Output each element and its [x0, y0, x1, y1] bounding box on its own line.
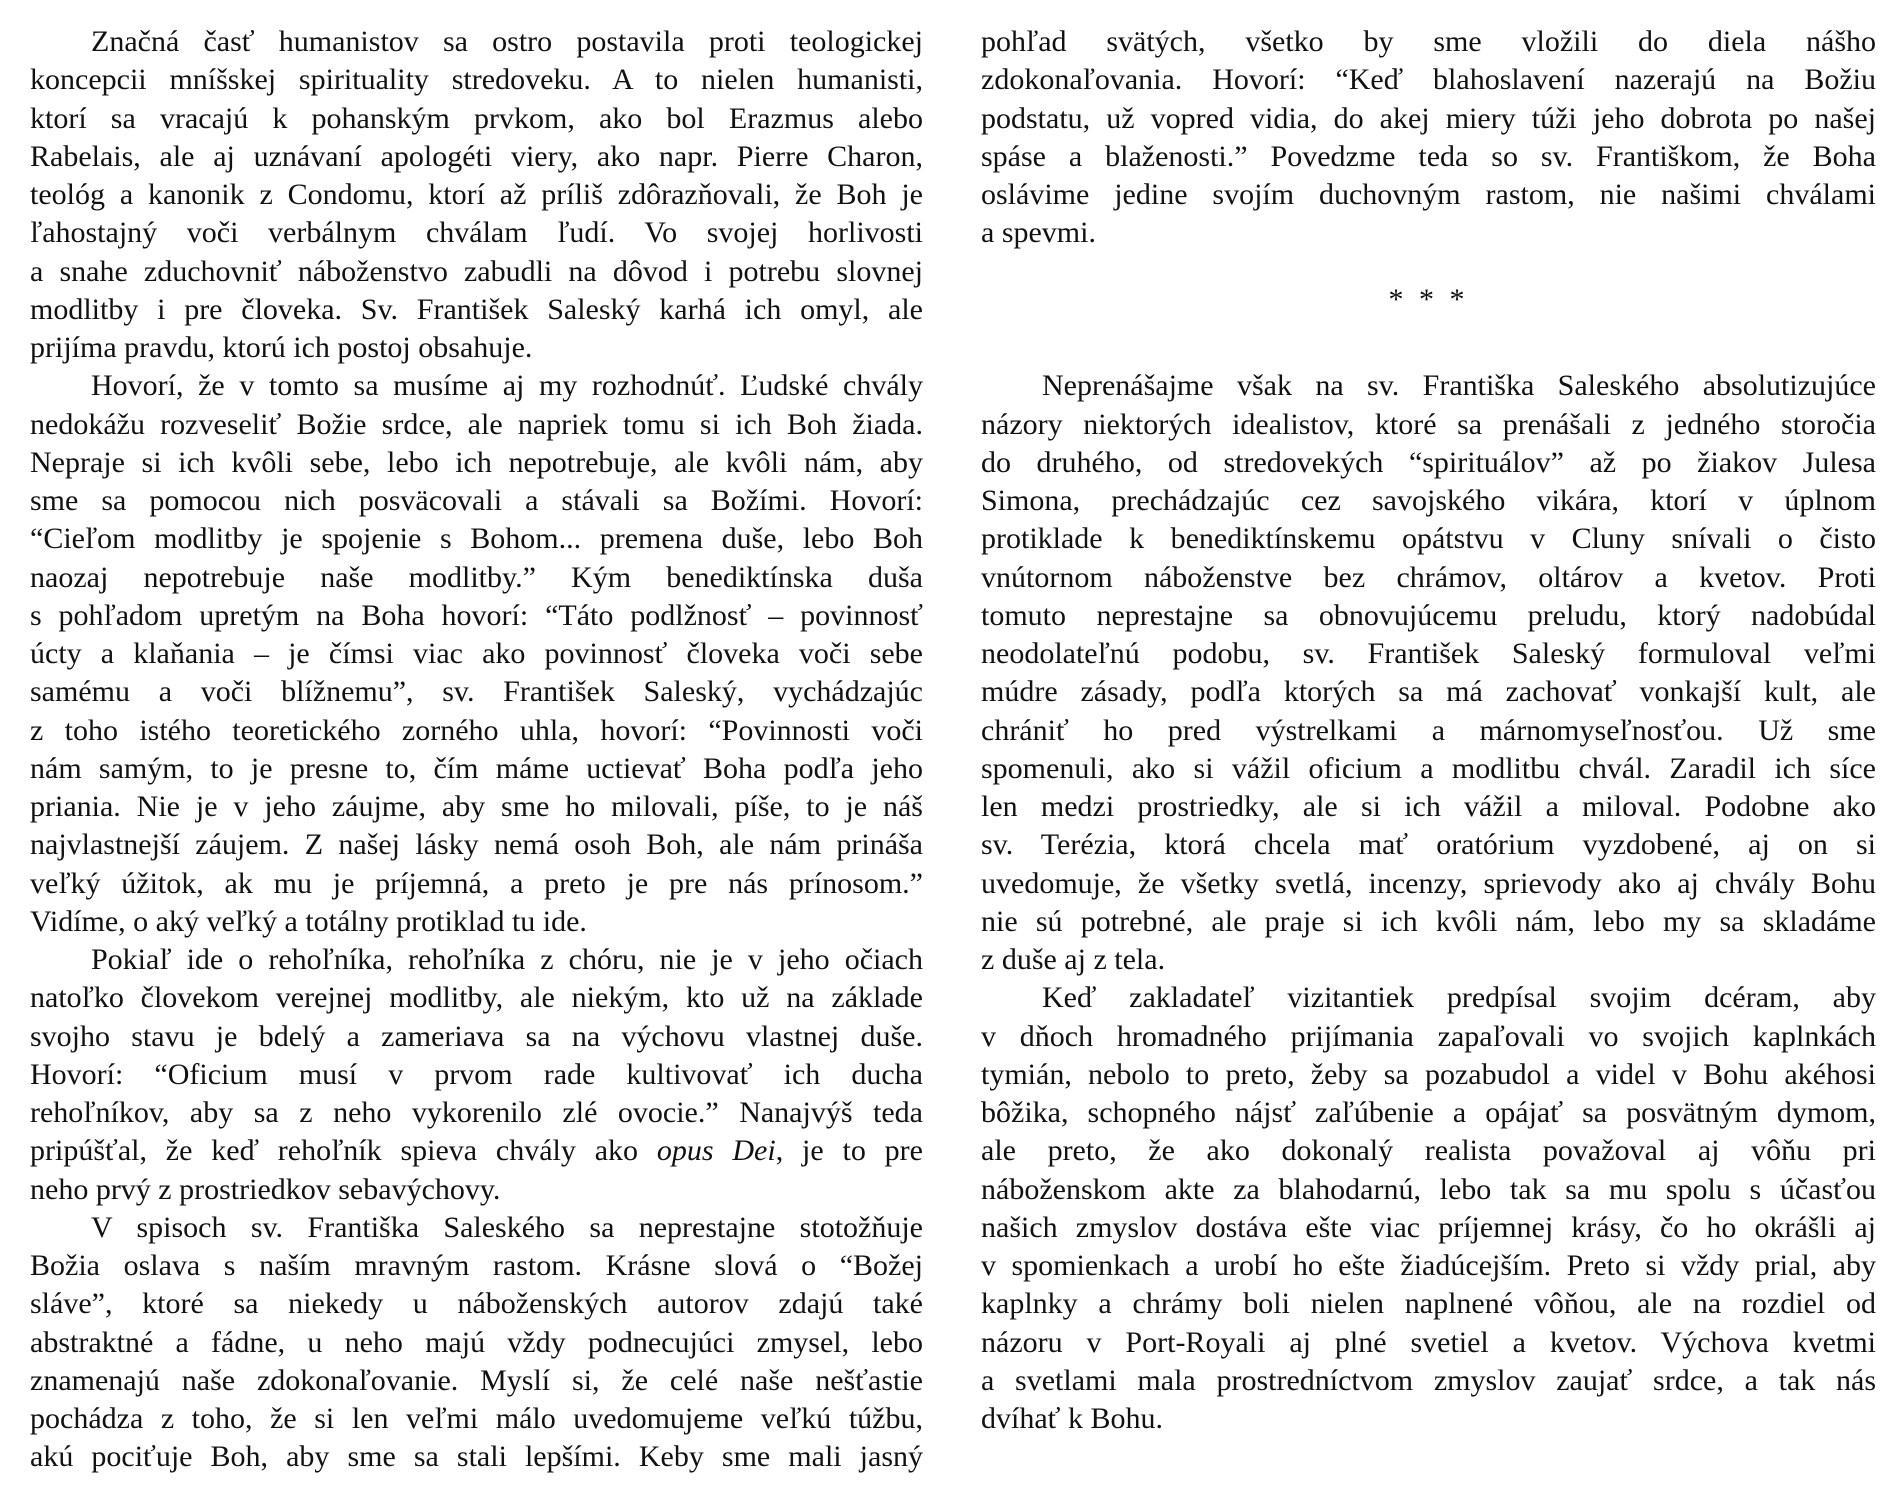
text-line: do druhého, od stredovekých “spirituálov” až po žiakov Julesa [981, 445, 1876, 479]
text-line: pochádza z toho, že si len veľmi málo uvedomujeme veľkú túžbu, [30, 1402, 923, 1435]
text-line: a svetlami mala prostredníctvom zmyslov zaujať srdce, a tak nás [981, 1363, 1876, 1397]
text-line: ľahostajný voči verbálnym chválam ľudí. Vo svojej horlivosti [30, 216, 923, 250]
text-line: svojho stavu je bdelý a zameriava sa na výchovu vlastnej duše. [30, 1019, 923, 1053]
text-line: z duše aj z tela. [981, 943, 1166, 976]
text-line: Vidíme, o aký veľký a totálny protiklad tu ide. [30, 904, 587, 938]
left-text-column [30, 0, 923, 1500]
text-line: sv. Terézia, ktorá chcela mať oratórium vyzdobené, aj on si [981, 828, 1876, 862]
text-line: sláve”, ktoré sa niekedy u náboženských autorov zdajú také [30, 1287, 923, 1321]
text-line: Božia oslava s naším mravným rastom. Krásne slová o “Božej [30, 1249, 923, 1282]
text-line: teológ a kanonik z Condomu, ktorí až príliš zdôrazňovali, že Boh je [30, 178, 923, 211]
text-line: Hovorí, že v tomto sa musíme aj my rozhodnúť. Ľudské chvály [91, 369, 923, 403]
text-line [30, 1132, 923, 1170]
text-line: dvíhať k Bohu. [981, 1402, 1163, 1435]
text-line: samému a voči blížnemu”, sv. František Saleský, vychádzajúc [30, 675, 923, 709]
text-line: názoru v Port-Royali aj plné svetiel a kvetov. Výchova kvetmi [981, 1325, 1876, 1359]
text-line: sme sa pomocou nich posväcovali a stávali sa Božími. Hovorí: [30, 484, 923, 517]
text-line: neodolateľnú podobu, sv. František Saleský formuloval veľmi [981, 637, 1876, 670]
text-line: znamenajú naše zdokonaľovanie. Myslí si, že celé naše nešťastie [30, 1363, 923, 1397]
text-line: našich zmyslov dostáva ešte viac príjemnej krásy, čo ho okrášli aj [981, 1210, 1876, 1244]
text-line: spáse a blaženosti.” Povedzme teda so sv. Františkom, že Boha [981, 139, 1876, 173]
text-line: protiklade k benediktínskemu opátstvu v Cluny snívali o čisto [981, 522, 1876, 556]
text-line: múdre zásady, podľa ktorých sa má zachovať vonkajší kult, ale [981, 675, 1876, 709]
text-line: naozaj nepotrebuje naše modlitby.” Kým benediktínska duša [30, 560, 923, 594]
text-line: spomenuli, ako si vážil oficium a modlitbu chvál. Zaradil ich síce [981, 751, 1876, 785]
italic-phrase: opus Dei [656, 1134, 776, 1168]
right-text-column [981, 0, 1876, 1500]
text-line: natoľko človekom verejnej modlitby, ale niekým, kto už na základe [30, 981, 923, 1015]
text-line: názory niektorých idealistov, ktoré sa prenášali z jedného storočia [981, 407, 1876, 441]
text-line: ktorí sa vracajú k pohanským prvkom, ako bol Erazmus alebo [30, 101, 923, 135]
text-line: úcty a klaňania – je čímsi viac ako povinnosť človeka voči sebe [30, 637, 923, 670]
text-line: a spevmi. [981, 216, 1096, 250]
text-line: Rabelais, ale aj uznávaní apologéti viery, ako napr. Pierre Charon, [30, 139, 923, 173]
section-separator: * * * [1388, 283, 1469, 317]
text-line: koncepcii mníšskej spirituality stredoveku. A to nielen humanisti, [30, 63, 923, 97]
text-line: ale preto, že ako dokonalý realista považoval aj vôňu pri [981, 1134, 1876, 1168]
text-line: Hovorí: “Oficium musí v prvom rade kultivovať ich ducha [30, 1057, 923, 1091]
text-line: V spisoch sv. Františka Saleského sa neprestajne stotožňuje [91, 1210, 923, 1244]
text-line: Keď zakladateľ vizitantiek predpísal svojim dcéram, aby [1042, 981, 1876, 1015]
text-line: v dňoch hromadného prijímania zapaľovali vo svojich kaplnkách [981, 1019, 1876, 1053]
text-line: chrániť ho pred výstrelkami a márnomyseľnosťou. Už sme [981, 713, 1876, 747]
text-line: vnútornom náboženstve bez chrámov, oltárov a kvetov. Proti [981, 560, 1876, 594]
text-line: najvlastnejší záujem. Z našej lásky nemá osoh Boh, ale nám prináša [30, 828, 923, 862]
text-line: v spomienkach a urobí ho ešte žiadúcejším. Preto si vždy prial, aby [981, 1249, 1876, 1282]
text-line: pohľad svätých, všetko by sme vložili do diela nášho [981, 25, 1876, 58]
text-line: Simona, prechádzajúc cez savojského vikára, ktorí v úplnom [981, 484, 1876, 517]
text-line: len medzi prostriedky, ale si ich vážil a miloval. Podobne ako [981, 790, 1876, 823]
text-line: Neprenášajme však na sv. Františka Saleského absolutizujúce [1042, 369, 1876, 403]
text-line: zdokonaľovania. Hovorí: “Keď blahoslavení nazerajú na Božiu [981, 63, 1876, 97]
text-line: a snahe zduchovniť náboženstvo zabudli na dôvod i potrebu slovnej [30, 254, 923, 288]
text-line: Nepraje si ich kvôli sebe, lebo ich nepotrebuje, ale kvôli nám, aby [30, 445, 923, 479]
text-line: kaplnky a chrámy boli nielen naplnené vôňou, ale na rozdiel od [981, 1287, 1876, 1321]
text-line: tomuto neprestajne sa obnovujúcemu preludu, ktorý nadobúdal [981, 598, 1876, 632]
text-line: neho prvý z prostriedkov sebavýchovy. [30, 1172, 501, 1206]
text-line: s pohľadom upretým na Boha hovorí: “Táto podlžnosť – povinnosť [30, 598, 923, 632]
text-line: Značná časť humanistov sa ostro postavila proti teologickej [91, 25, 923, 58]
text-line: prijíma pravdu, ktorú ich postoj obsahuje. [30, 331, 533, 364]
text-line: uvedomuje, že všetky svetlá, incenzy, sprievody ako aj chvály Bohu [981, 866, 1876, 900]
text-line: priania. Nie je v jeho záujme, aby sme ho milovali, píše, to je náš [30, 790, 923, 823]
text-line: podstatu, už vopred vidia, do akej miery túži jeho dobrota po našej [981, 101, 1876, 135]
text-line: náboženskom akte za blahodarnú, lebo tak sa mu spolu s účasťou [981, 1172, 1876, 1206]
text-line: nedokážu rozveseliť Božie srdce, ale napriek tomu si ich Boh žiada. [30, 407, 923, 441]
text-line: akú pociťuje Boh, aby sme sa stali lepšími. Keby sme mali jasný [30, 1440, 923, 1474]
text-line: bôžika, schopného nájsť zaľúbenie a opájať sa posvätným dymom, [981, 1096, 1876, 1129]
text-line: nie sú potrebné, ale praje si ich kvôli nám, lebo my sa skladáme [981, 904, 1876, 938]
text-segment: pripúšťal, že keď rehoľník spieva chvály ako [30, 1134, 657, 1168]
text-line: tymián, nebolo to preto, žeby sa pozabudol a videl v Bohu akéhosi [981, 1057, 1876, 1091]
text-line: modlitby i pre človeka. Sv. František Saleský karhá ich omyl, ale [30, 292, 923, 326]
text-line: Pokiaľ ide o rehoľníka, rehoľníka z chóru, nie je v jeho očiach [91, 943, 923, 976]
text-line: veľký úžitok, ak mu je príjemná, a preto je pre nás prínosom.” [30, 866, 923, 900]
text-line: oslávime jedine svojím duchovným rastom, nie našimi chválami [981, 178, 1876, 211]
text-line: rehoľníkov, aby sa z neho vykorenilo zlé ovocie.” Nanajvýš teda [30, 1096, 923, 1129]
text-line: nám samým, to je presne to, čím máme uctievať Boha podľa jeho [30, 751, 923, 785]
text-line: “Cieľom modlitby je spojenie s Bohom... premena duše, lebo Boh [30, 522, 923, 556]
text-line: abstraktné a fádne, u neho majú vždy podnecujúci zmysel, lebo [30, 1325, 923, 1359]
text-segment: , je to pre [775, 1134, 923, 1168]
text-line: z toho istého teoretického zorného uhla, hovorí: “Povinnosti voči [30, 713, 923, 747]
